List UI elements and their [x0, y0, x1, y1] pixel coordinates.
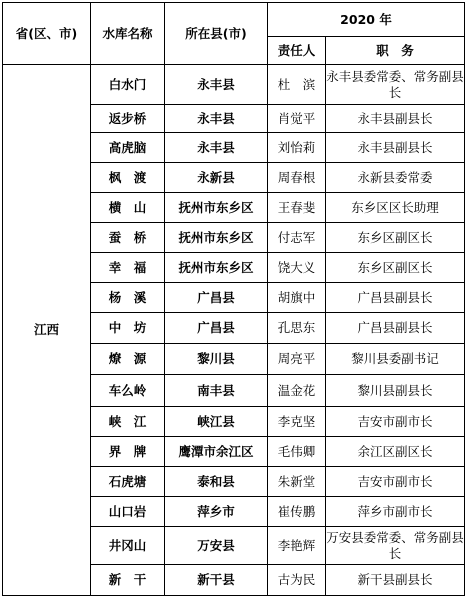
person-cell: 朱新堂	[268, 467, 326, 497]
person-cell: 周春根	[268, 163, 326, 193]
person-cell: 付志军	[268, 223, 326, 253]
duty-cell: 余江区副区长	[326, 437, 465, 467]
person-cell: 李克坚	[268, 407, 326, 437]
person-cell: 崔传鹏	[268, 497, 326, 527]
county-cell: 广昌县	[165, 313, 268, 344]
duty-cell: 永丰县委常委、常务副县长	[326, 65, 465, 105]
duty-cell: 广昌县副县长	[326, 283, 465, 313]
county-cell: 萍乡市	[165, 497, 268, 527]
duty-cell: 广昌县副县长	[326, 313, 465, 344]
duty-cell: 永丰县副县长	[326, 105, 465, 133]
county-cell: 抚州市东乡区	[165, 223, 268, 253]
reservoir-name-cell: 石虎塘	[91, 467, 165, 497]
county-cell: 泰和县	[165, 467, 268, 497]
county-cell: 抚州市东乡区	[165, 253, 268, 283]
person-cell: 周亮平	[268, 344, 326, 375]
header-county: 所在县(市)	[165, 3, 268, 65]
county-cell: 万安县	[165, 527, 268, 565]
county-cell: 南丰县	[165, 375, 268, 407]
reservoir-name-cell: 杨 溪	[91, 283, 165, 313]
reservoir-name-cell: 山口岩	[91, 497, 165, 527]
reservoir-name-cell: 峡 江	[91, 407, 165, 437]
reservoir-name-cell: 燎 源	[91, 344, 165, 375]
duty-cell: 东乡区副区长	[326, 253, 465, 283]
header-year: 2020 年	[268, 3, 465, 37]
county-cell: 抚州市东乡区	[165, 193, 268, 223]
duty-cell: 万安县委常委、常务副县长	[326, 527, 465, 565]
province-cell: 江西	[3, 65, 91, 596]
reservoir-name-cell: 井冈山	[91, 527, 165, 565]
reservoir-responsibility-table	[2, 2, 465, 596]
table-row	[3, 65, 465, 105]
reservoir-name-cell: 中 坊	[91, 313, 165, 344]
person-cell: 温金花	[268, 375, 326, 407]
duty-cell: 永丰县副县长	[326, 133, 465, 163]
reservoir-name-cell: 高虎脑	[91, 133, 165, 163]
duty-cell: 东乡区区长助理	[326, 193, 465, 223]
person-cell: 肖觉平	[268, 105, 326, 133]
duty-cell: 黎川县副县长	[326, 375, 465, 407]
county-cell: 永新县	[165, 163, 268, 193]
person-cell: 饶大义	[268, 253, 326, 283]
duty-cell: 新干县副县长	[326, 565, 465, 596]
duty-cell: 黎川县委副书记	[326, 344, 465, 375]
table-body	[3, 65, 465, 596]
person-cell: 胡旗中	[268, 283, 326, 313]
duty-cell: 永新县委常委	[326, 163, 465, 193]
county-cell: 峡江县	[165, 407, 268, 437]
county-cell: 黎川县	[165, 344, 268, 375]
county-cell: 广昌县	[165, 283, 268, 313]
county-cell: 鹰潭市余江区	[165, 437, 268, 467]
reservoir-name-cell: 蚕 桥	[91, 223, 165, 253]
document-area	[2, 2, 465, 596]
person-cell: 孔思东	[268, 313, 326, 344]
person-cell: 刘怡莉	[268, 133, 326, 163]
duty-cell: 吉安市副市长	[326, 407, 465, 437]
county-cell: 永丰县	[165, 133, 268, 163]
reservoir-name-cell: 新 干	[91, 565, 165, 596]
header-province: 省(区、市)	[3, 3, 91, 65]
county-cell: 永丰县	[165, 65, 268, 105]
header-person: 责任人	[268, 37, 326, 65]
duty-cell: 吉安市副市长	[326, 467, 465, 497]
reservoir-name-cell: 车么岭	[91, 375, 165, 407]
person-cell: 李艳辉	[268, 527, 326, 565]
reservoir-name-cell: 返步桥	[91, 105, 165, 133]
county-cell: 永丰县	[165, 105, 268, 133]
county-cell: 新干县	[165, 565, 268, 596]
reservoir-name-cell: 幸 福	[91, 253, 165, 283]
reservoir-name-cell: 枫 渡	[91, 163, 165, 193]
reservoir-name-cell: 横 山	[91, 193, 165, 223]
person-cell: 王春斐	[268, 193, 326, 223]
reservoir-name-cell: 界 牌	[91, 437, 165, 467]
header-reservoir: 水库名称	[91, 3, 165, 65]
reservoir-name-cell: 白水门	[91, 65, 165, 105]
header-duty: 职 务	[326, 37, 465, 65]
person-cell: 毛伟卿	[268, 437, 326, 467]
person-cell: 杜 滨	[268, 65, 326, 105]
person-cell: 古为民	[268, 565, 326, 596]
duty-cell: 萍乡市副市长	[326, 497, 465, 527]
duty-cell: 东乡区副区长	[326, 223, 465, 253]
